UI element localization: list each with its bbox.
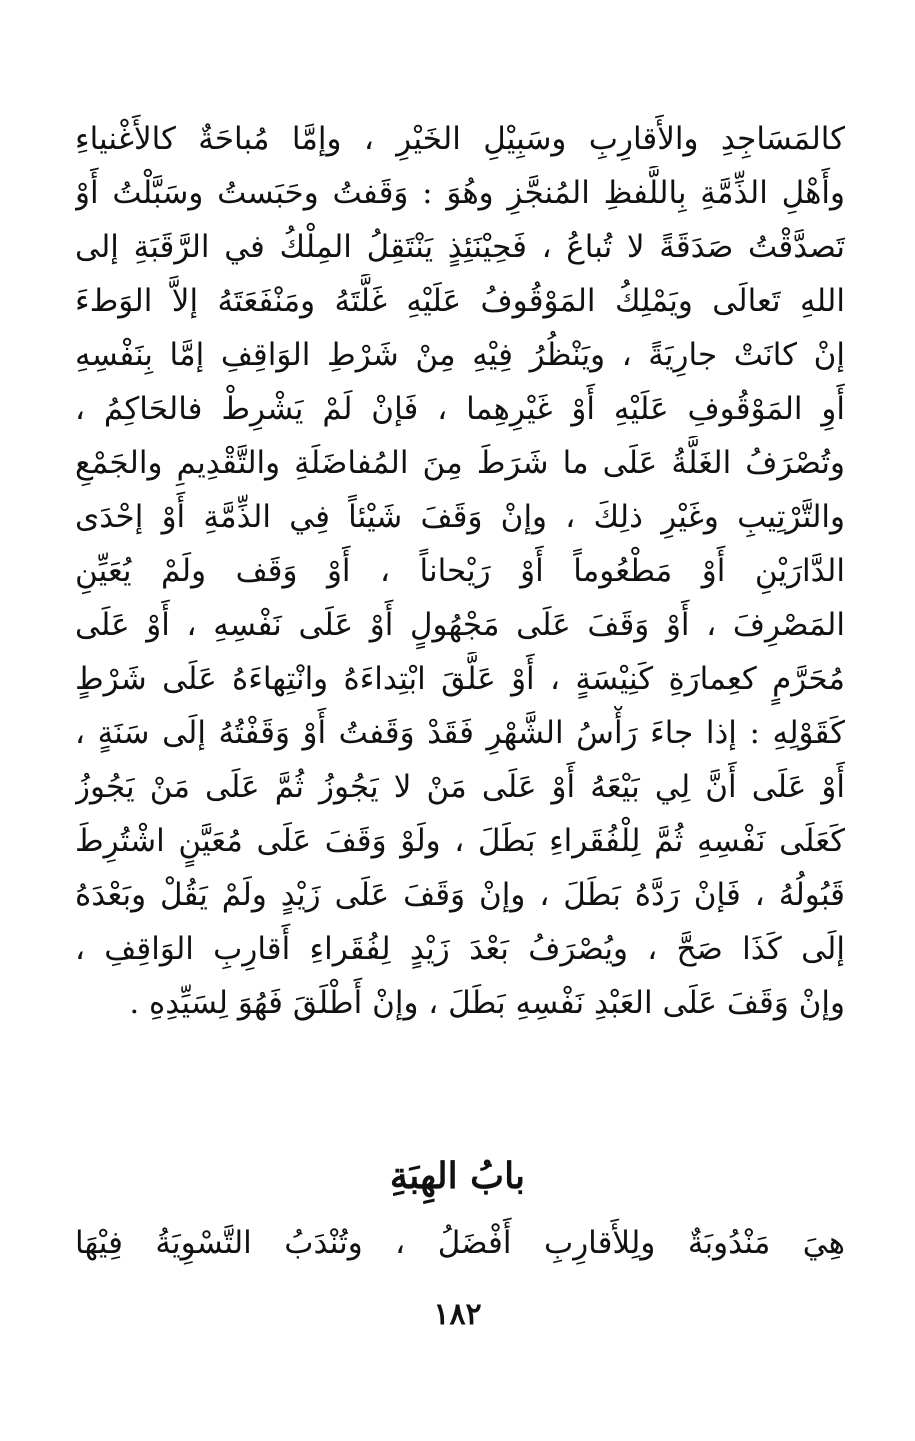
text-line: مُحَرَّمٍ كعِمارَةِ كَنِيْسَةٍ ، أَوْ عَلَّقَ ابْتِداءَهُ وانْتِهاءَهُ عَلَى شَرْطٍ	[75, 661, 845, 697]
text-line: المَصْرِفَ ، أَوْ وَقَفَ عَلَى مَجْهُولٍ أَوْ عَلَى نَفْسِهِ ، أَوْ عَلَى	[75, 607, 845, 643]
text-line: أَوْ عَلَى أَنَّ لِي بَيْعَهُ أَوْ عَلَى مَنْ لا يَجُوزُ ثُمَّ عَلَى مَنْ يَجُوزُ	[75, 769, 845, 805]
text-line: وإنْ وَقَفَ عَلَى العَبْدِ نَفْسِهِ بَطَلَ ، وإنْ أَطْلَقَ فَهُوَ لِسَيِّدِهِ .	[129, 985, 845, 1021]
text-line: اللهِ تَعالَى ويَمْلِكُ المَوْقُوفُ عَلَيْهِ غَلَّتَهُ ومَنْفَعَتَهُ إلاَّ الوَطءَ	[75, 283, 845, 319]
page-number: ١٨٢	[433, 1297, 482, 1332]
text-line: وأَهْلِ الذِّمَّةِ بِاللَّفظِ المُنجَّزِ وهُوَ : وَقَفتُ وحَبَستُ وسَبَّلْتُ أَوْ	[75, 175, 845, 211]
text-line: والتَّرْتِيبِ وغَيْرِ ذلِكَ ، وإنْ وَقَفَ شَيْئاً فِي الذِّمَّةِ أَوْ إحْدَى	[75, 499, 845, 535]
section-heading: بابُ الهِبَةِ	[389, 1155, 526, 1197]
text-line: هِيَ مَنْدُوبَةٌ ولِلأَقارِبِ أَفْضَلُ ، وتُنْدَبُ التَّسْوِيَةُ فِيْهَا	[75, 1225, 845, 1261]
text-line: كَعَلَى نَفْسِهِ ثُمَّ لِلْفُقَراءِ بَطَلَ ، ولَوْ وَقَفَ عَلَى مُعَيَّنٍ اشْتُرِطَ	[75, 823, 845, 859]
text-line: كَقَوْلِهِ : إذا جاءَ رَأْسُ الشَّهْرِ فَقَدْ وَقَفتُ أَوْ وَقَفْتُهُ إلَى سَنَةٍ ،	[75, 715, 845, 751]
text-line: الدَّارَيْنِ أَوْ مَطْعُوماً أَوْ رَيْحاناً ، أَوْ وَقَف ولَمْ يُعَيِّنِ	[75, 553, 845, 589]
text-line: كالمَسَاجِدِ والأَقارِبِ وسَبِيْلِ الخَيْرِ ، وإمَّا مُباحَةٌ كالأَغْنياءِ	[75, 121, 845, 157]
section-body	[75, 1216, 845, 1270]
text-line: أَوِ المَوْقُوفِ عَلَيْهِ أَوْ غَيْرِهِما ، فَإنْ لَمْ يَشْرِطْ فالحَاكِمُ ،	[75, 391, 845, 427]
text-line: وتُصْرَفُ الغَلَّةُ عَلَى ما شَرَطَ مِنَ المُفاضَلَةِ والتَّقْدِيمِ والجَمْعِ	[75, 445, 845, 481]
text-line: إنْ كانَتْ جارِيَةً ، ويَنْظُرُ فِيْهِ مِنْ شَرْطِ الوَاقِفِ إمَّا بِنَفْسِهِ	[75, 337, 845, 373]
text-line: قَبُولُهُ ، فَإنْ رَدَّهُ بَطَلَ ، وإنْ وَقَفَ عَلَى زَيْدٍ ولَمْ يَقُلْ وبَعْدَهُ	[75, 877, 845, 913]
body-text	[75, 112, 845, 1030]
text-line: إلَى كَذَا صَحَّ ، ويُصْرَفُ بَعْدَ زَيْدٍ لِفُقَراءِ أَقارِبِ الوَاقِفِ ،	[75, 931, 845, 967]
text-line: تَصدَّقْتُ صَدَقَةً لا تُباعُ ، فَحِيْنَئِذٍ يَنْتَقِلُ المِلْكُ في الرَّقَبَةِ إلى	[75, 229, 845, 265]
